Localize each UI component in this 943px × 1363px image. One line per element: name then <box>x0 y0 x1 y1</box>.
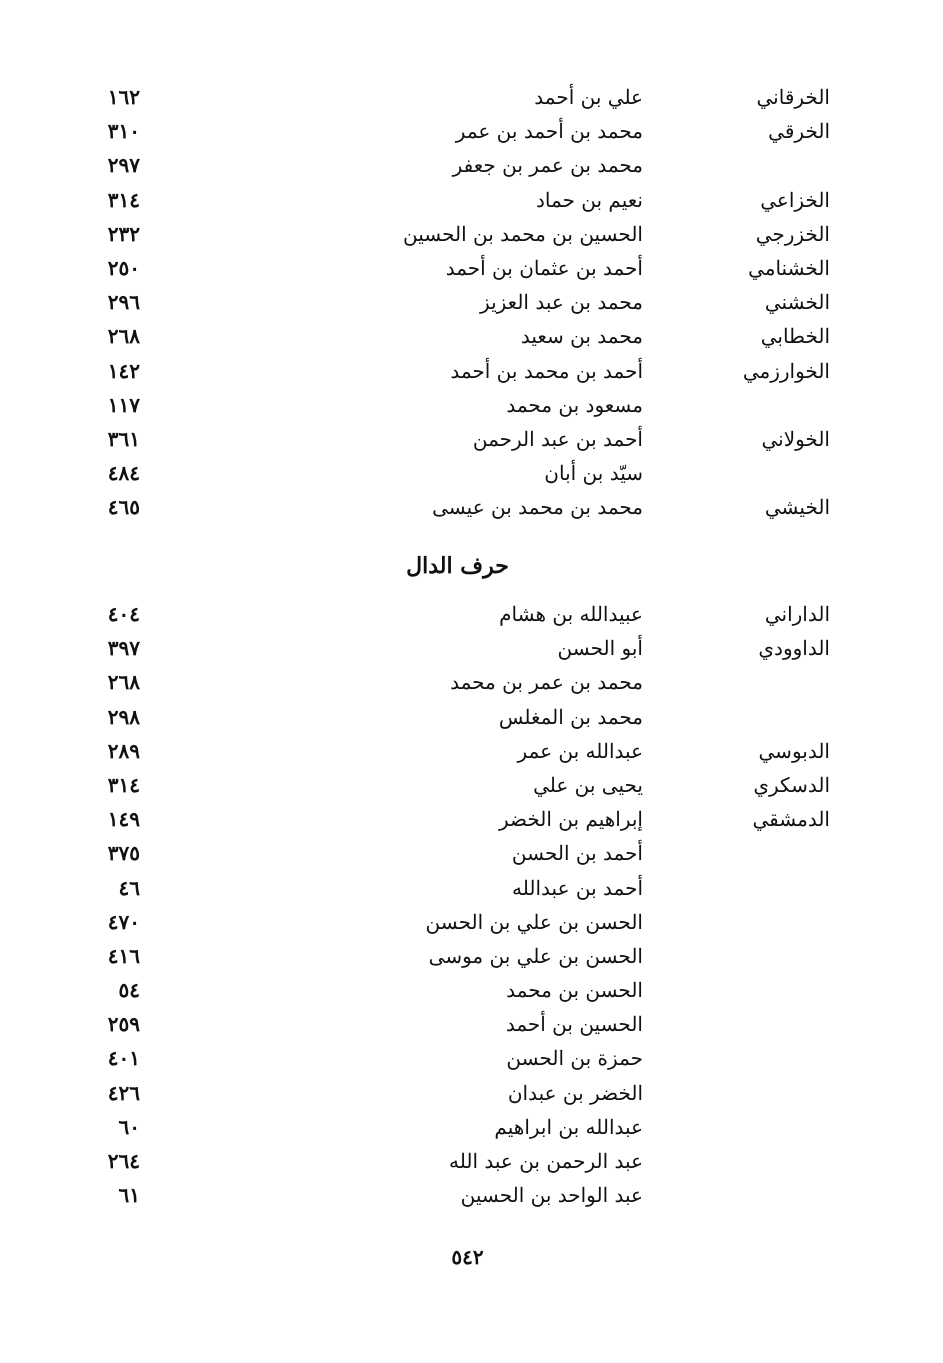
entry-nisba: الخولاني <box>761 426 830 451</box>
entry-name: أحمد بن محمد بن أحمد <box>450 358 643 383</box>
index-entry <box>0 80 943 114</box>
entry-name: أبو الحسن <box>557 636 643 661</box>
entry-nisba: الخرقي <box>768 119 830 144</box>
entry-name: الحسن بن علي بن موسى <box>428 943 643 968</box>
index-entry <box>0 1144 943 1178</box>
entry-nisba: الخزرجي <box>755 221 830 246</box>
entry-nisba: الخشنامي <box>748 255 830 280</box>
entry-name: حمزة بن الحسن <box>506 1046 643 1071</box>
page-number: ٥٤٢ <box>451 1245 484 1269</box>
entry-page-number: ٣٦١ <box>107 426 140 451</box>
entry-name: عبدالله بن ابراهيم <box>494 1114 643 1139</box>
entry-name: محمد بن أحمد بن عمر <box>455 119 643 144</box>
entry-name: عبد الواحد بن الحسين <box>460 1183 643 1208</box>
entry-page-number: ٤١٦ <box>107 943 140 968</box>
index-entry <box>0 456 943 490</box>
entry-page-number: ٢٩٨ <box>107 704 140 729</box>
entry-nisba: الداراني <box>764 602 830 626</box>
entry-page-number: ٤٨٤ <box>107 461 140 486</box>
entry-page-number: ٣١٤ <box>107 187 140 212</box>
entry-name: مسعود بن محمد <box>506 392 643 417</box>
index-entry <box>0 183 943 217</box>
index-entry <box>0 734 943 768</box>
entry-name: سيّد بن أبان <box>544 461 643 486</box>
entry-page-number: ٢٦٨ <box>107 670 140 695</box>
entry-name: الخضر بن عبدان <box>507 1080 643 1105</box>
index-entry <box>0 354 943 388</box>
index-entry <box>0 700 943 734</box>
entry-page-number: ٢٣٢ <box>107 221 140 246</box>
entry-page-number: ٢٥٠ <box>107 255 140 280</box>
entry-page-number: ١٤٢ <box>107 358 140 383</box>
index-section-kha <box>0 80 943 524</box>
index-entry <box>0 802 943 836</box>
index-entry <box>0 1007 943 1041</box>
entry-name: الحسن بن محمد <box>506 978 643 1003</box>
entry-name: عبيدالله بن هشام <box>499 602 643 626</box>
entry-name: الحسين بن محمد بن الحسين <box>402 221 643 246</box>
index-entry <box>0 490 943 524</box>
entry-nisba: الخزاعي <box>760 187 830 212</box>
index-entry <box>0 1076 943 1110</box>
index-entry <box>0 285 943 319</box>
entry-name: إبراهيم بن الخضر <box>498 807 643 832</box>
entry-name: عبدالله بن عمر <box>517 738 643 763</box>
entry-page-number: ٢٦٨ <box>107 324 140 349</box>
entry-page-number: ٢٨٩ <box>107 738 140 763</box>
entry-name: محمد بن محمد بن عيسى <box>432 495 643 520</box>
entry-page-number: ٢٦٤ <box>107 1149 140 1173</box>
index-entry <box>0 665 943 699</box>
entry-page-number: ٢٥٩ <box>107 1012 140 1037</box>
entry-page-number: ٤٧٠ <box>107 909 140 934</box>
entry-page-number: ٤٠٤ <box>107 602 140 626</box>
section-heading: حرف الدال <box>406 553 509 579</box>
index-entry <box>0 597 943 631</box>
entry-page-number: ٥٤ <box>118 978 140 1003</box>
entry-name: محمد بن عمر بن جعفر <box>452 153 643 178</box>
entry-name: علي بن أحمد <box>534 85 643 109</box>
entry-name: أحمد بن عبد الرحمن <box>472 426 643 451</box>
index-entry <box>0 1110 943 1144</box>
entry-nisba: الدمشقي <box>752 807 830 832</box>
entry-name: يحيى بن علي <box>533 772 643 797</box>
entry-nisba: الخشني <box>764 290 830 315</box>
index-entry <box>0 217 943 251</box>
entry-nisba: الخرقاني <box>756 85 830 109</box>
entry-page-number: ١٦٢ <box>107 85 140 109</box>
index-entry <box>0 1178 943 1212</box>
entry-name: عبد الرحمن بن عبد الله <box>449 1149 643 1173</box>
index-entry <box>0 251 943 285</box>
entry-nisba: الخوارزمي <box>742 358 830 383</box>
entry-name: الحسين بن أحمد <box>505 1012 643 1037</box>
entry-page-number: ٤٦٥ <box>107 495 140 520</box>
index-entry <box>0 871 943 905</box>
entry-page-number: ٢٩٧ <box>107 153 140 178</box>
entry-name: محمد بن سعيد <box>520 324 643 349</box>
index-entry <box>0 1041 943 1075</box>
index-entry <box>0 388 943 422</box>
index-entry <box>0 973 943 1007</box>
entry-name: محمد بن المغلس <box>498 704 643 729</box>
entry-page-number: ٤٦ <box>118 875 140 900</box>
entry-page-number: ١١٧ <box>107 392 140 417</box>
index-entry <box>0 939 943 973</box>
entry-nisba: الدسكري <box>753 772 830 797</box>
index-entry <box>0 768 943 802</box>
entry-nisba: الداوودي <box>758 636 830 661</box>
entry-page-number: ١٤٩ <box>107 807 140 832</box>
entry-name: الحسن بن علي بن الحسن <box>425 909 643 934</box>
entry-page-number: ٣١٤ <box>107 772 140 797</box>
index-entry <box>0 148 943 182</box>
entry-page-number: ٣١٠ <box>107 119 140 144</box>
entry-nisba: الخطابي <box>760 324 830 349</box>
entry-page-number: ٣٧٥ <box>107 841 140 866</box>
entry-page-number: ٣٩٧ <box>107 636 140 661</box>
index-entry <box>0 836 943 870</box>
entry-page-number: ٤٠١ <box>107 1046 140 1071</box>
entry-name: محمد بن عمر بن محمد <box>450 670 643 695</box>
index-entry <box>0 422 943 456</box>
entry-page-number: ٦٠ <box>118 1114 140 1139</box>
entry-name: نعيم بن حماد <box>536 187 643 212</box>
index-entry <box>0 905 943 939</box>
entry-nisba: الدبوسي <box>758 738 830 763</box>
entry-page-number: ٢٩٦ <box>107 290 140 315</box>
entry-name: محمد بن عبد العزيز <box>480 290 643 315</box>
entry-name: أحمد بن الحسن <box>511 841 643 866</box>
entry-name: أحمد بن عبدالله <box>512 875 643 900</box>
index-entry <box>0 114 943 148</box>
index-entry <box>0 631 943 665</box>
entry-page-number: ٤٢٦ <box>107 1080 140 1105</box>
index-entry <box>0 319 943 353</box>
entry-name: أحمد بن عثمان بن أحمد <box>445 255 643 280</box>
entry-nisba: الخيشي <box>764 495 830 520</box>
index-section-dal <box>0 597 943 1212</box>
entry-page-number: ٦١ <box>118 1183 140 1208</box>
